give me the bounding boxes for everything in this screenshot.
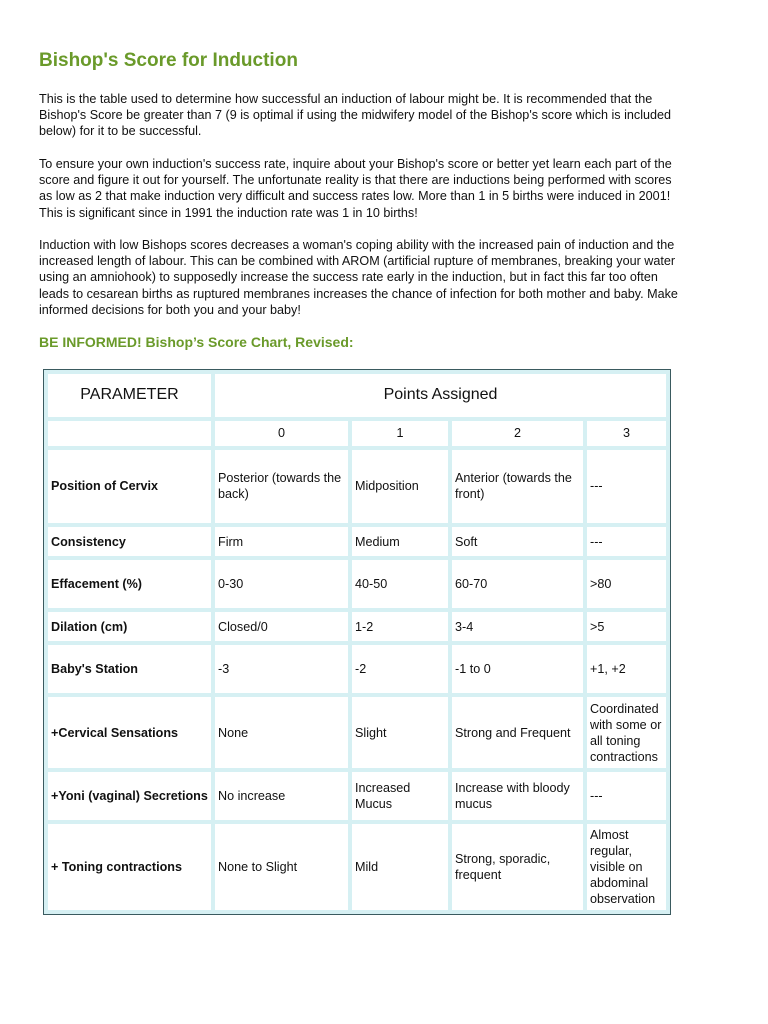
table-cell: Posterior (towards the back) [215, 450, 348, 523]
table-cell: 1-2 [352, 612, 448, 641]
table-cell: Firm [215, 527, 348, 556]
table-cell: Coordinated with some or all toning contractions [587, 697, 666, 768]
table-cell: Strong and Frequent [452, 697, 583, 768]
table-cell: 40-50 [352, 560, 448, 608]
points-assigned-header: Points Assigned [215, 374, 666, 417]
low-score-paragraph: Induction with low Bishops scores decreases a woman's coping ability with the increased pain of induction and the increased length of labour. This can be combined with AROM (artificial rupture of membranes, breaking your water using an amniohook) to supposedly increase the success rate early in the induction, but in fact this far too often leads to cesarean births as ruptured membranes increases the chance of infection for both mother and baby. Make informed decisions for both you and your baby! [39, 238, 678, 317]
table-cell: --- [587, 450, 666, 523]
page-title: Bishop's Score for Induction [39, 50, 298, 71]
parameter-cell: +Cervical Sensations [48, 697, 211, 768]
empty-cell [48, 421, 211, 446]
table-row [48, 824, 666, 910]
table-row [48, 697, 666, 768]
table-cell: 0-30 [215, 560, 348, 608]
parameter-cell: Baby's Station [48, 645, 211, 693]
bishop-score-table [43, 369, 671, 915]
parameter-cell: +Yoni (vaginal) Secretions [48, 772, 211, 820]
table-cell: None to Slight [215, 824, 348, 910]
parameter-cell: Consistency [48, 527, 211, 556]
points-row [48, 421, 666, 446]
table-cell: -1 to 0 [452, 645, 583, 693]
table-row [48, 560, 666, 608]
table-cell: Increased Mucus [352, 772, 448, 820]
table-cell: -2 [352, 645, 448, 693]
point-0-header: 0 [215, 421, 348, 446]
table-cell: Increase with bloody mucus [452, 772, 583, 820]
table-row [48, 527, 666, 556]
parameter-cell: Dilation (cm) [48, 612, 211, 641]
point-1-header: 1 [352, 421, 448, 446]
table-cell: --- [587, 772, 666, 820]
table-cell: Anterior (towards the front) [452, 450, 583, 523]
parameter-cell: Effacement (%) [48, 560, 211, 608]
parameter-cell: + Toning contractions [48, 824, 211, 910]
table-cell: Soft [452, 527, 583, 556]
table-cell: Closed/0 [215, 612, 348, 641]
success-rate-paragraph: To ensure your own induction's success rate, inquire about your Bishop's score or better yet learn each part of the score and figure it out for yourself. The unfortunate reality is that there are inductions being performed with scores as low as 2 that make induction very difficult and success rates low. More than 1 in 5 births were induced in 2001! This is significant since in 1991 the induction rate was 1 in 10 births! [39, 157, 672, 220]
parameter-cell: Position of Cervix [48, 450, 211, 523]
table-row [48, 450, 666, 523]
table-cell: No increase [215, 772, 348, 820]
table-cell: Almost regular, visible on abdominal observation [587, 824, 666, 910]
point-3-header: 3 [587, 421, 666, 446]
table-cell: 3-4 [452, 612, 583, 641]
table-row [48, 612, 666, 641]
table-row [48, 772, 666, 820]
parameter-header: PARAMETER [48, 374, 211, 417]
table-cell: >5 [587, 612, 666, 641]
table-header-row [48, 374, 666, 417]
table-cell: Mild [352, 824, 448, 910]
table-row [48, 645, 666, 693]
chart-subheading: BE INFORMED! Bishop’s Score Chart, Revised: [39, 334, 354, 350]
table-cell: Midposition [352, 450, 448, 523]
table-cell: None [215, 697, 348, 768]
table-cell: Medium [352, 527, 448, 556]
table-cell: 60-70 [452, 560, 583, 608]
table-cell: +1, +2 [587, 645, 666, 693]
table-cell: Slight [352, 697, 448, 768]
table-cell: Strong, sporadic, frequent [452, 824, 583, 910]
table-cell: --- [587, 527, 666, 556]
table-cell: -3 [215, 645, 348, 693]
point-2-header: 2 [452, 421, 583, 446]
table-cell: >80 [587, 560, 666, 608]
intro-paragraph: This is the table used to determine how successful an induction of labour might be. It is recommended that the Bishop's Score be greater than 7 (9 is optimal if using the midwifery model of the Bishop's score which is included below) for it to be successful. [39, 92, 672, 139]
